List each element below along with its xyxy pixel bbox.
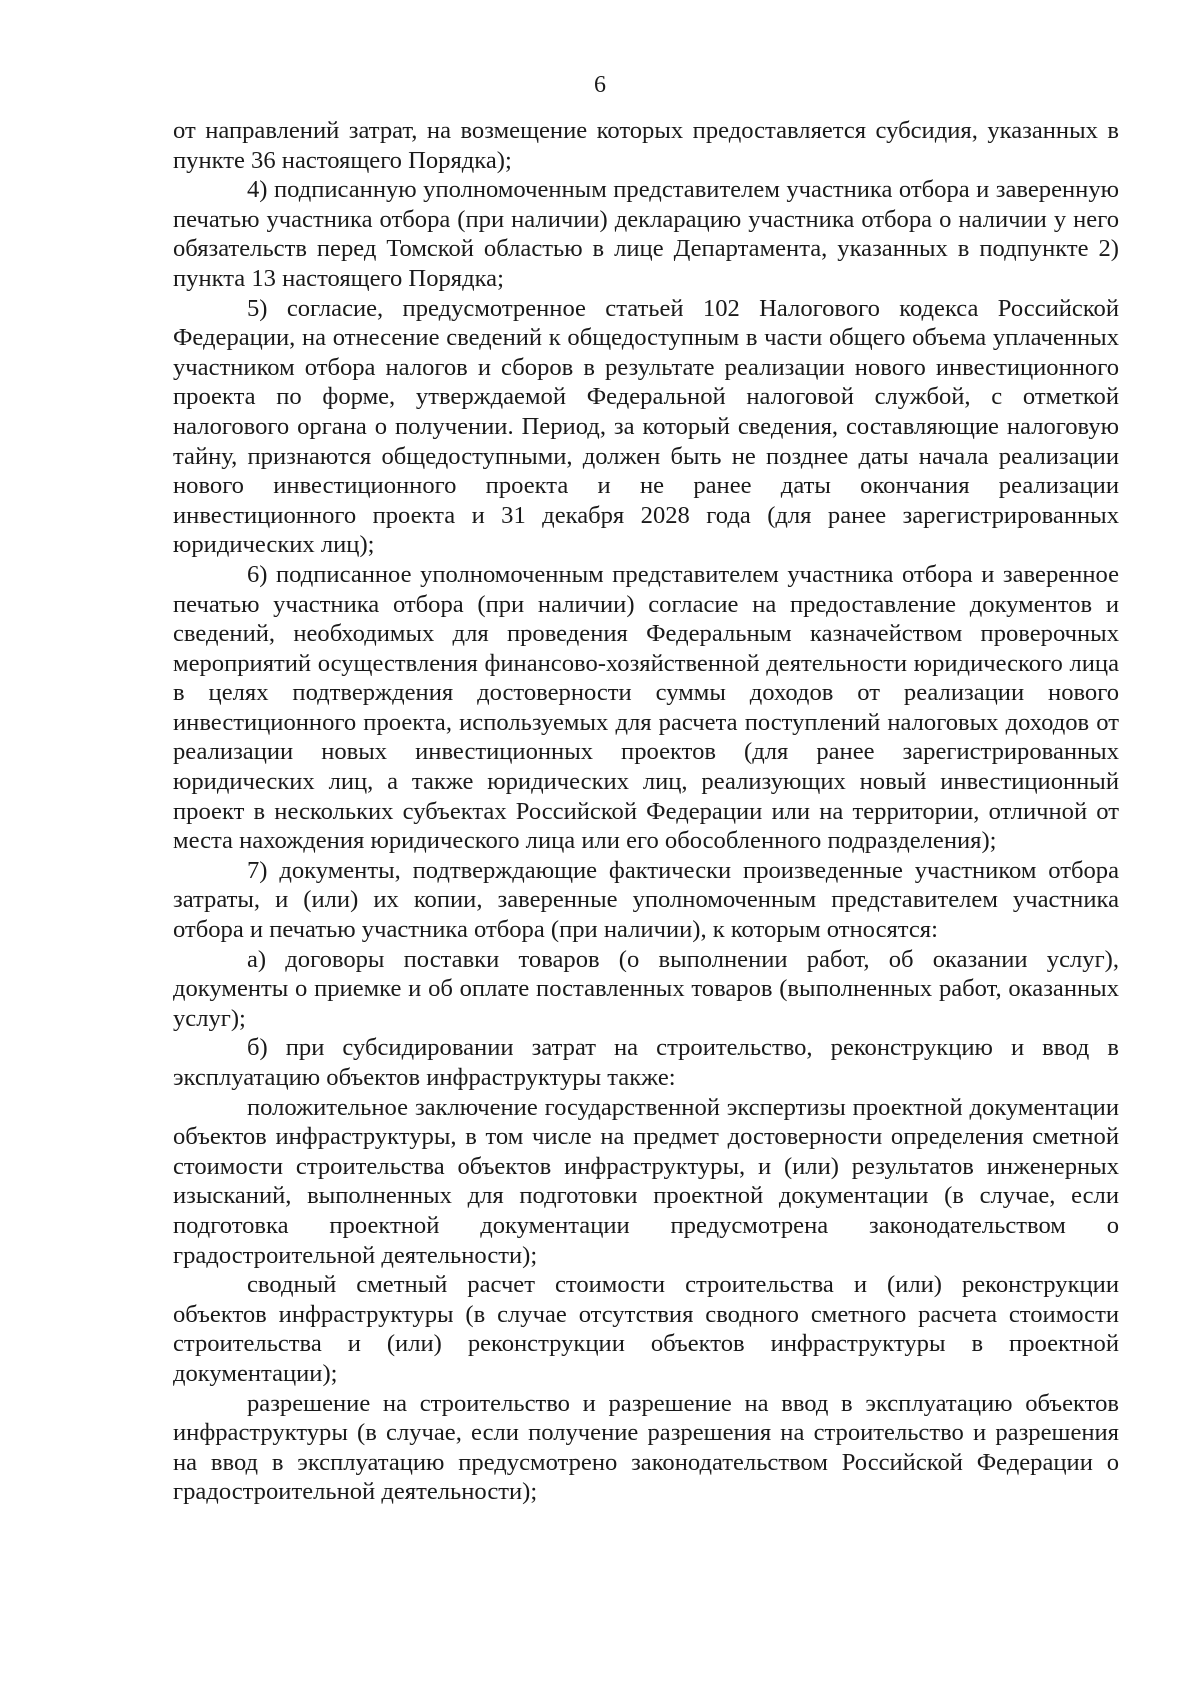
page-number: 6 — [594, 72, 606, 98]
paragraph-subitem-a: а) договоры поставки товаров (о выполнении работ, об оказании услуг), документы о приемке и об оплате поставленных товаров (выполненных работ, оказанных услуг); — [173, 945, 1119, 1032]
paragraph-item-5: 5) согласие, предусмотренное статьей 102 Налогового кодекса Российской Федерации, на отнесение сведений к общедоступным в части общего объема уплаченных участником отбора налогов и сборов в результате реализации нового инвестиционного проекта по форме, утверждаемой Федеральной налоговой службой, с отметкой налогового органа о получении. Период, за который сведения, составляющие налоговую тайну, признаются общедоступными, должен быть не позднее даты начала реализации нового инвестиционного проекта и не ранее даты окончания реализации инвестиционного проекта и 31 декабря 2028 года (для ранее зарегистрированных юридических лиц); — [173, 294, 1119, 559]
paragraph-item-4: 4) подписанную уполномоченным представителем участника отбора и заверенную печатью участника отбора (при наличии) декларацию участника отбора о наличии у него обязательств перед Томской областью в лице Департамента, указанных в подпункте 2) пункта 13 настоящего Порядка; — [173, 176, 1119, 292]
paragraph-item-7: 7) документы, подтверждающие фактически произведенные участником отбора затраты, и (или) их копии, заверенные уполномоченным представителем участника отбора и печатью участника отбора (при наличии), к которым относятся: — [173, 856, 1119, 944]
paragraph-continuation: от направлений затрат, на возмещение которых предоставляется субсидия, указанных в пункте 36 настоящего Порядка); — [173, 117, 1119, 174]
paragraph-subitem-b: б) при субсидировании затрат на строительство, реконструкцию и ввод в эксплуатацию объектов инфраструктуры также: — [173, 1034, 1119, 1091]
paragraph-item-6: 6) подписанное уполномоченным представителем участника отбора и заверенное печатью участника отбора (при наличии) согласие на предоставление документов и сведений, необходимых для проведения Федеральным казначейством проверочных мероприятий осуществления финансово-хозяйственной деятельности юридического лица в целях подтверждения достоверности суммы доходов от реализации нового инвестиционного проекта, используемых для расчета поступлений налоговых доходов от реализации новых инвестиционных проектов (для ранее зарегистрированных юридических лиц, а также юридических лиц, реализующих новый инвестиционный проект в нескольких субъектах Российской Федерации или на территории, отличной от места нахождения юридического лица или его обособленного подразделения); — [173, 560, 1119, 855]
paragraph-expertise-conclusion: положительное заключение государственной экспертизы проектной документации объектов инфраструктуры, в том числе на предмет достоверности определения сметной стоимости строительства объектов инфраструктуры, и (или) результатов инженерных изысканий, выполненных для подготовки проектной документации (в случае, если подготовка проектной документации предусмотрена законодательством о градостроительной деятельности); — [173, 1093, 1119, 1269]
document-body — [173, 116, 1119, 1507]
paragraph-construction-permit: разрешение на строительство и разрешение на ввод в эксплуатацию объектов инфраструктуры (в случае, если получение разрешения на строительство и разрешения на ввод в эксплуатацию предусмотрено законодательством Российской Федерации о градостроительной деятельности); — [173, 1389, 1119, 1506]
paragraph-summary-estimate: сводный сметный расчет стоимости строительства и (или) реконструкции объектов инфраструктуры (в случае отсутствия сводного сметного расчета стоимости строительства и (или) реконструкции объектов инфраструктуры в проектной документации); — [173, 1271, 1119, 1387]
